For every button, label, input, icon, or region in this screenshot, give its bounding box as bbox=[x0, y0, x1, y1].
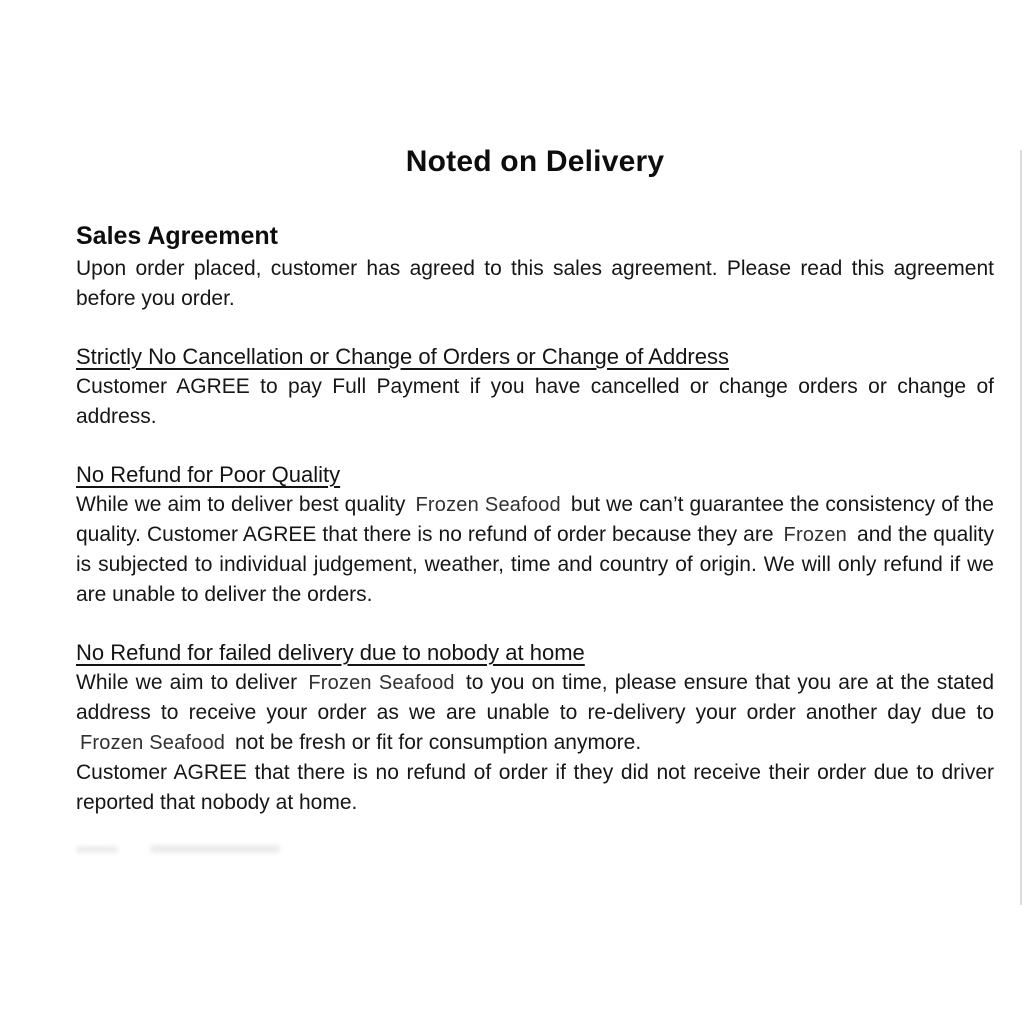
failed-delivery-paragraph-1 bbox=[76, 668, 994, 758]
paragraph-text: to you on time, please ensure that you are at the stated address to receive your order as we are unable to re-delivery your order another day due to bbox=[76, 671, 994, 724]
paragraph-text: not be fresh or fit for consumption anymore. bbox=[234, 731, 642, 754]
no-cancellation-paragraph: Customer AGREE to pay Full Payment if you have cancelled or change orders or change of address. bbox=[76, 375, 994, 428]
paragraph-text: but we can’t guarantee the consistency of the quality. Customer AGREE that there is no refund of order because they are bbox=[76, 493, 994, 546]
inserted-text-frozen-seafood: Frozen Seafood bbox=[80, 732, 226, 754]
failed-delivery-paragraph-2: Customer AGREE that there is no refund of order if they did not receive their order due to driver reported that nobody at home. bbox=[76, 761, 994, 814]
sales-agreement-heading: Sales Agreement bbox=[76, 222, 278, 250]
inserted-text-frozen-seafood: Frozen Seafood bbox=[308, 672, 455, 694]
document-body bbox=[76, 0, 994, 818]
inserted-text-frozen: Frozen bbox=[783, 524, 847, 546]
paragraph-text: While we aim to deliver bbox=[76, 671, 298, 694]
paragraph-text: and the quality is subjected to individual judgement, weather, time and country of origin. We will only refund if we are unable to deliver the orders. bbox=[76, 523, 994, 606]
paragraph-text: While we aim to deliver best quality bbox=[76, 493, 406, 516]
scan-artifact bbox=[150, 845, 280, 853]
no-refund-failed-delivery-heading: No Refund for failed delivery due to nobody at home bbox=[76, 640, 585, 665]
no-refund-quality-heading: No Refund for Poor Quality bbox=[76, 462, 341, 487]
page-edge-line bbox=[1020, 150, 1022, 905]
no-cancellation-heading: Strictly No Cancellation or Change of Orders or Change of Address bbox=[76, 344, 729, 369]
no-refund-quality-paragraph bbox=[76, 490, 994, 610]
document-title: Noted on Delivery bbox=[405, 145, 665, 178]
scan-artifact bbox=[76, 846, 118, 853]
sales-agreement-paragraph: Upon order placed, customer has agreed to this sales agreement. Please read this agreement before you order. bbox=[76, 257, 994, 310]
inserted-text-frozen-seafood: Frozen Seafood bbox=[415, 494, 561, 516]
